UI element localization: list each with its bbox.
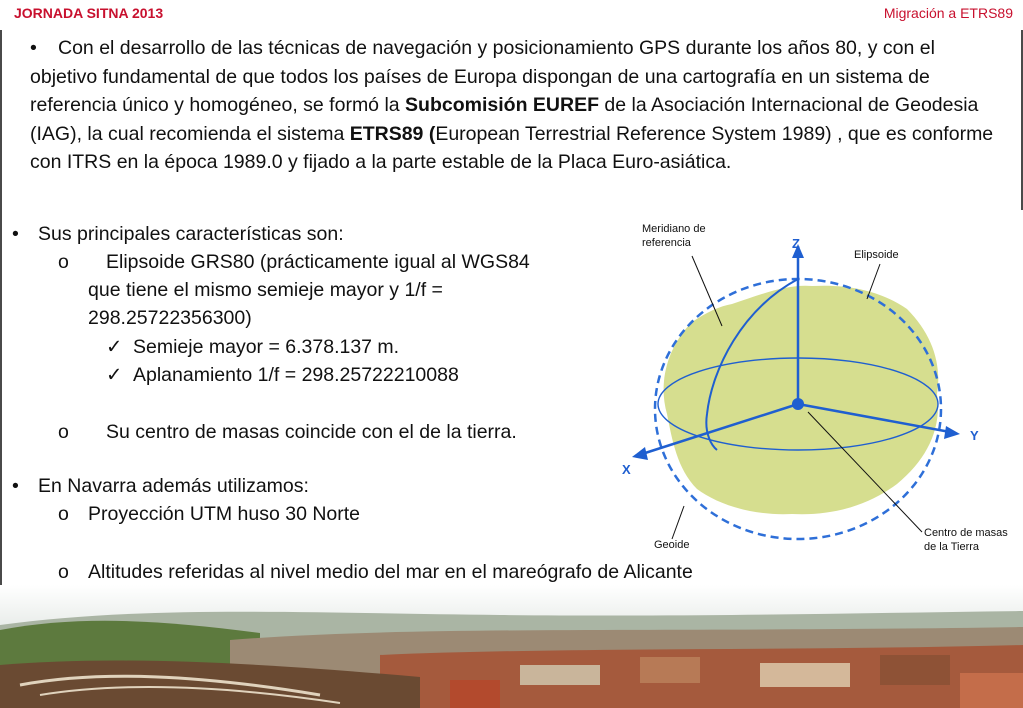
ellipsoid-label: Elipsoide bbox=[854, 249, 899, 261]
sub-bullet-icon: o bbox=[58, 251, 69, 273]
bullet-icon: • bbox=[30, 37, 37, 59]
utm-text: Proyección UTM huso 30 Norte bbox=[88, 503, 361, 525]
ellipsoid-line-1: Elipsoide GRS80 (prácticamente igual al WGS84 bbox=[106, 251, 530, 273]
city-photo bbox=[0, 585, 1023, 708]
intro-bold-etrs89: ETRS89 ( bbox=[349, 122, 436, 145]
intro-bold-euref: Subcomisión EUREF bbox=[405, 94, 599, 116]
center-label-2: de la Tierra bbox=[924, 541, 980, 553]
bullet-icon: • bbox=[12, 475, 19, 497]
geoid-label: Geoide bbox=[654, 539, 690, 551]
sub-bullet-icon: o bbox=[58, 503, 69, 525]
meridian-label-1: Meridiano de bbox=[642, 223, 706, 235]
navarra-heading: En Navarra además utilizamos: bbox=[38, 475, 309, 497]
sub-bullet-icon: o bbox=[58, 561, 69, 583]
ellipsoid-line-2: que tiene el mismo semieje mayor y 1/f = bbox=[88, 279, 443, 301]
bullet-icon: • bbox=[12, 223, 19, 245]
geodetic-diagram bbox=[612, 214, 1023, 564]
intro-text-2: de la Asociación Internacional de Geodesia (IAG), la cual recomienda el sistema bbox=[30, 94, 979, 145]
x-arrow-icon bbox=[632, 447, 648, 460]
characteristics-heading: Sus principales características son: bbox=[38, 223, 344, 245]
intro-paragraph bbox=[30, 34, 1005, 177]
x-axis-label: X bbox=[622, 462, 631, 477]
altitudes-text: Altitudes referidas al nivel medio del mar en el mareógrafo de Alicante bbox=[88, 561, 693, 583]
left-border bbox=[0, 30, 2, 590]
meridian-label-2: referencia bbox=[642, 237, 691, 249]
flattening-text: Aplanamiento 1/f = 298.25722210088 bbox=[133, 364, 459, 386]
y-arrow-icon bbox=[944, 426, 960, 439]
intro-text-3: European Terrestrial Reference System 1989) , que es conforme con ITRS en la época 1989.0 y fijado a la parte estable de la Placa Euro-asiática. bbox=[30, 122, 994, 173]
center-of-mass-text: Su centro de masas coincide con el de la tierra. bbox=[106, 421, 517, 443]
event-title: JORNADA SITNA 2013 bbox=[14, 5, 164, 21]
intro-text-1: Con el desarrollo de las técnicas de navegación y posicionamiento GPS durante los años 80, y con el objetivo fundamental de que todos los países de Europa dispongan de una cartografía en un sistema de referencia único y homogéneo, se formó la bbox=[30, 37, 935, 116]
slide-topic: Migración a ETRS89 bbox=[883, 5, 1013, 21]
center-label-1: Centro de masas bbox=[924, 527, 1008, 539]
geoid-leader bbox=[672, 506, 684, 539]
z-axis-label: Z bbox=[792, 236, 800, 251]
sub-bullet-icon: o bbox=[58, 421, 69, 443]
check-icon: ✓ bbox=[106, 336, 123, 358]
ellipsoid-line-3: 298.25722356300) bbox=[88, 307, 252, 329]
y-axis-label: Y bbox=[970, 428, 979, 443]
center-point bbox=[792, 398, 804, 410]
semi-axis-text: Semieje mayor = 6.378.137 m. bbox=[133, 336, 400, 358]
slide-header bbox=[0, 0, 1023, 30]
check-icon: ✓ bbox=[106, 364, 123, 386]
